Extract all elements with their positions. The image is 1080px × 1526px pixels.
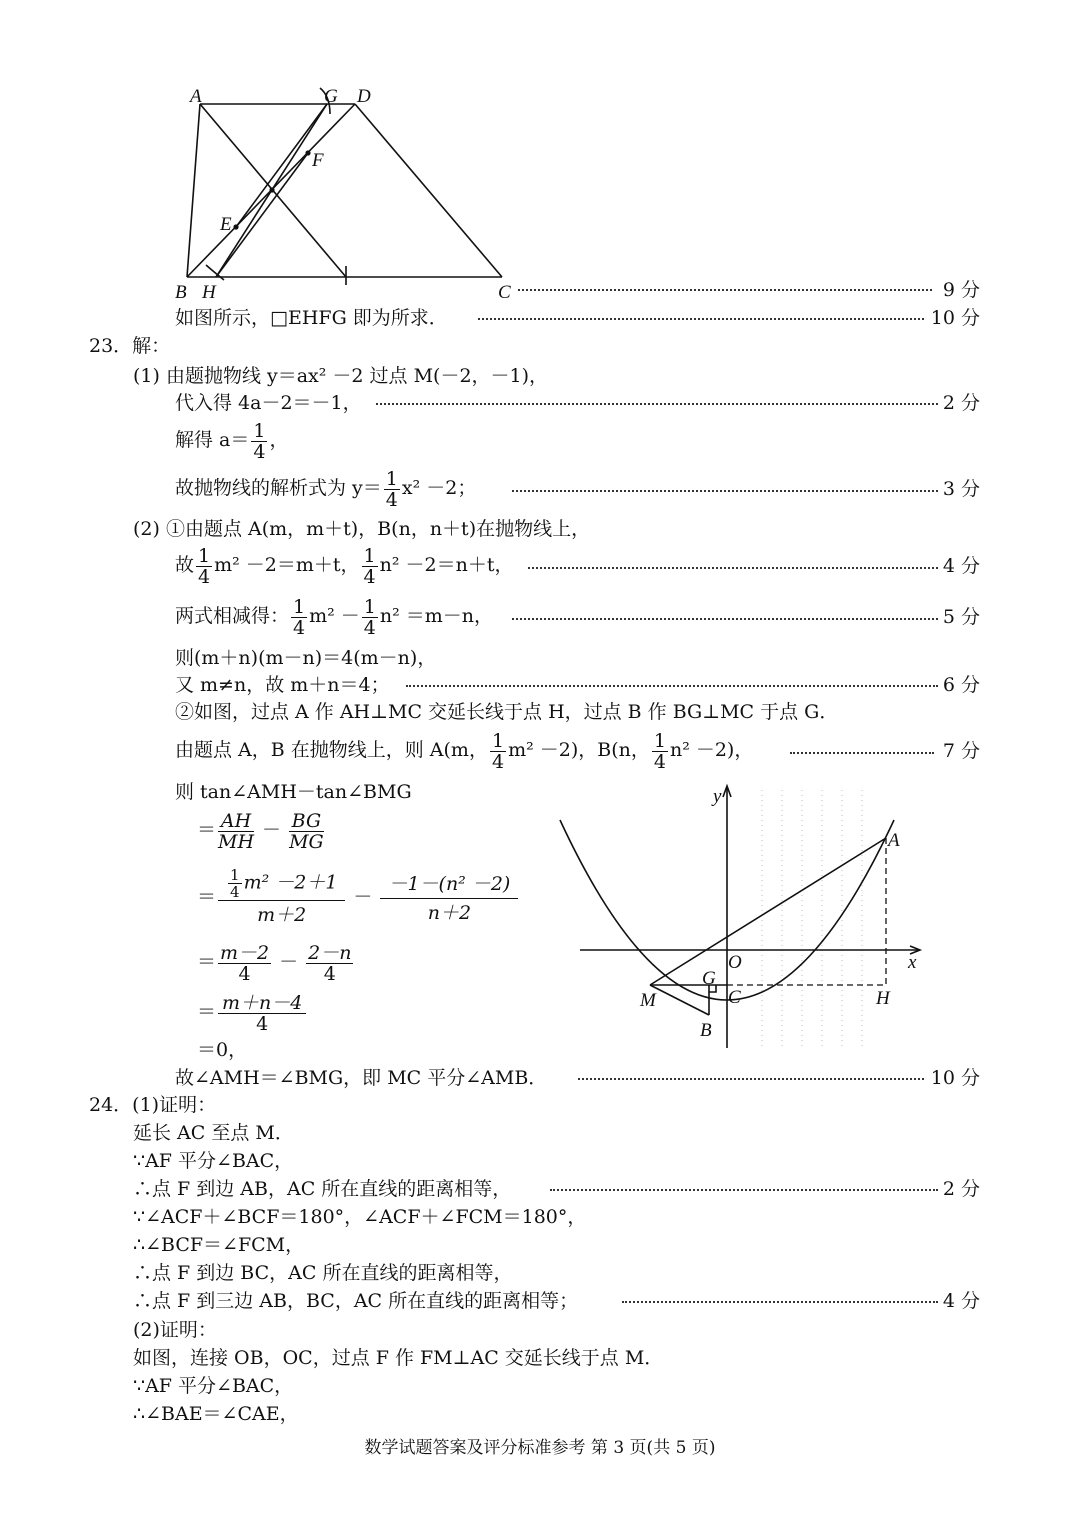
segment-dc	[355, 104, 502, 277]
minus: －	[262, 819, 282, 841]
label-c: C	[728, 987, 741, 1008]
score: 4 分	[942, 555, 980, 577]
question-23-heading: 23．解：	[89, 335, 171, 357]
label-d: D	[357, 86, 371, 107]
fraction: $\frac{1}{4}$	[491, 729, 505, 773]
text: 故	[175, 554, 195, 576]
q23-line	[175, 594, 493, 638]
segment-ma	[650, 838, 886, 985]
text: n² －2＝n＋t，	[379, 554, 514, 576]
score: 5 分	[942, 606, 980, 628]
geometry-figure-22	[170, 80, 530, 305]
q23-line: 则 tan∠AMH－tan∠BMG	[175, 781, 412, 803]
equation-step	[197, 938, 355, 986]
q23-line: 又 m≠n，故 m＋n＝4；	[175, 674, 390, 696]
equation-step	[197, 862, 520, 932]
q23-line: ②如图，过点 A 作 AH⊥MC 交延长线于点 H，过点 B 作 BG⊥MC 于点 G．	[175, 701, 839, 723]
q24-line: ∴点 F 到三边 AB，BC，AC 所在直线的距离相等；	[133, 1290, 579, 1312]
q24-line: ∵AF 平分∠BAC，	[133, 1150, 294, 1172]
fraction: $\frac{1}{4}$	[363, 544, 376, 588]
fraction: $\frac{1}{4}$	[253, 419, 266, 463]
q23-line: 故∠AMH＝∠BMG，即 MC 平分∠AMB．	[175, 1067, 548, 1089]
point-o	[269, 187, 274, 192]
label-g: G	[324, 86, 338, 107]
text: 由题点 A，B 在抛物线上，则 A(m，	[175, 739, 488, 761]
label-m: M	[640, 990, 656, 1011]
leader-dots	[550, 1189, 938, 1191]
score: 3 分	[942, 478, 980, 500]
text: m² －2＝m＋t，	[214, 554, 360, 576]
point-f	[305, 150, 310, 155]
label-e: E	[220, 214, 232, 235]
label-b: B	[700, 1020, 712, 1041]
fraction: $\frac{\text{－1－(n² －2)}}{n+2}$	[380, 870, 518, 927]
score: 4 分	[942, 1290, 980, 1312]
score: 10 分	[930, 1067, 980, 1089]
fraction: $\frac{m+n-4}{4}$	[218, 993, 306, 1034]
leader-dots	[528, 567, 938, 569]
leader-dots	[790, 752, 934, 754]
question-24-heading: 24．(1)证明：	[89, 1094, 217, 1116]
text: x² －2；	[401, 477, 477, 499]
label-y: y	[713, 786, 722, 807]
label-h: H	[876, 988, 890, 1009]
q24-line: ∵∠ACF＋∠BCF＝180°，∠ACF＋∠FCM＝180°，	[133, 1206, 587, 1228]
leader-dots	[578, 1078, 924, 1080]
label-f: F	[312, 150, 324, 171]
q23-line: (2) ①由题点 A(m，m＋t)，B(n，n＋t)在抛物线上，	[133, 518, 591, 540]
label-x: x	[908, 952, 917, 973]
text: n² －2)，	[669, 739, 754, 761]
q23-line: 则(m＋n)(m－n)＝4(m－n)，	[175, 647, 437, 669]
page-footer: 数学试题答案及评分标准参考 第 3 页(共 5 页)	[364, 1438, 716, 1458]
minus: －	[279, 951, 299, 973]
q24-line: ∴∠BAE＝∠CAE，	[133, 1403, 299, 1425]
label-g: G	[702, 968, 716, 989]
label-a: A	[888, 830, 900, 851]
q23-line: 代入得 4a－2＝－1，	[175, 392, 362, 414]
q23-line	[175, 543, 513, 587]
equals: ＝	[197, 951, 217, 973]
segment-mb	[650, 985, 709, 1015]
q24-line: ∴∠BCF＝∠FCM，	[133, 1234, 305, 1256]
text: 两式相减得：	[175, 605, 290, 627]
fraction: $\frac{1}{4}$	[385, 467, 398, 511]
text: m² －	[309, 605, 360, 627]
fraction: $\frac{1}{4}$	[293, 595, 306, 639]
parabola-figure-23	[550, 780, 930, 1055]
q24-line: 延长 AC 至点 M．	[133, 1122, 294, 1144]
fraction: $\frac{AH}{MH}$	[218, 809, 255, 853]
text: m² －2)，B(n，	[508, 739, 650, 761]
q23-line	[175, 418, 288, 462]
fraction: $\frac{BG}{MG}$	[289, 809, 324, 853]
equals: ＝	[197, 819, 217, 841]
q24-line: 如图，连接 OB，OC，过点 F 作 FM⊥AC 交延长线于点 M．	[133, 1347, 664, 1369]
score: 6 分	[942, 674, 980, 696]
q23-line: (1) 由题抛物线 y＝ax² －2 过点 M(－2，－1)，	[133, 365, 549, 387]
fraction: $\frac{1}{4}$ m² －2＋1 m＋2	[218, 867, 345, 929]
fraction: $\frac{1}{4}$	[198, 544, 211, 588]
text: n² ＝m－n，	[379, 605, 494, 627]
q24-line: ∴点 F 到边 AB，AC 所在直线的距离相等，	[133, 1178, 512, 1200]
leader-dots	[406, 685, 938, 687]
minus: －	[353, 886, 373, 908]
leader-dots	[518, 289, 932, 291]
label-c: C	[498, 282, 511, 303]
leader-dots	[512, 618, 938, 620]
segment-ab	[187, 104, 200, 277]
leader-dots	[376, 403, 938, 405]
leader-dots	[512, 490, 938, 492]
text: 故抛物线的解析式为 y＝	[175, 477, 382, 499]
score: 9 分	[942, 279, 980, 301]
q24-line: (2)证明：	[133, 1319, 217, 1341]
label-o: O	[728, 952, 742, 973]
score: 7 分	[942, 740, 980, 762]
text: 解得 a＝	[175, 429, 250, 451]
score: 2 分	[942, 392, 980, 414]
equation-step	[197, 806, 326, 854]
fraction: $\frac{2-n}{4}$	[308, 941, 352, 985]
point-e	[233, 224, 238, 229]
conclusion-22: 如图所示，□EHFG 即为所求．	[175, 307, 448, 329]
text: ，	[269, 429, 289, 451]
q23-line	[175, 728, 753, 772]
q24-line: ∴点 F 到边 BC，AC 所在直线的距离相等，	[133, 1262, 513, 1284]
label-b: B	[175, 282, 187, 303]
equals: ＝	[197, 1001, 217, 1023]
q23-line	[175, 466, 476, 510]
leader-dots	[478, 318, 924, 320]
score: 10 分	[930, 307, 980, 329]
label-a: A	[190, 86, 202, 107]
score: 2 分	[942, 1178, 980, 1200]
leader-dots	[622, 1301, 938, 1303]
equation-step	[197, 988, 308, 1036]
fraction: $\frac{1}{4}$	[363, 595, 376, 639]
equals: ＝	[197, 886, 217, 908]
q24-line: ∵AF 平分∠BAC，	[133, 1375, 294, 1397]
label-h: H	[202, 282, 216, 303]
fraction: $\frac{m-2}{4}$	[220, 941, 270, 985]
equation-step: ＝0，	[197, 1039, 248, 1061]
fraction: $\frac{1}{4}$	[653, 729, 666, 773]
